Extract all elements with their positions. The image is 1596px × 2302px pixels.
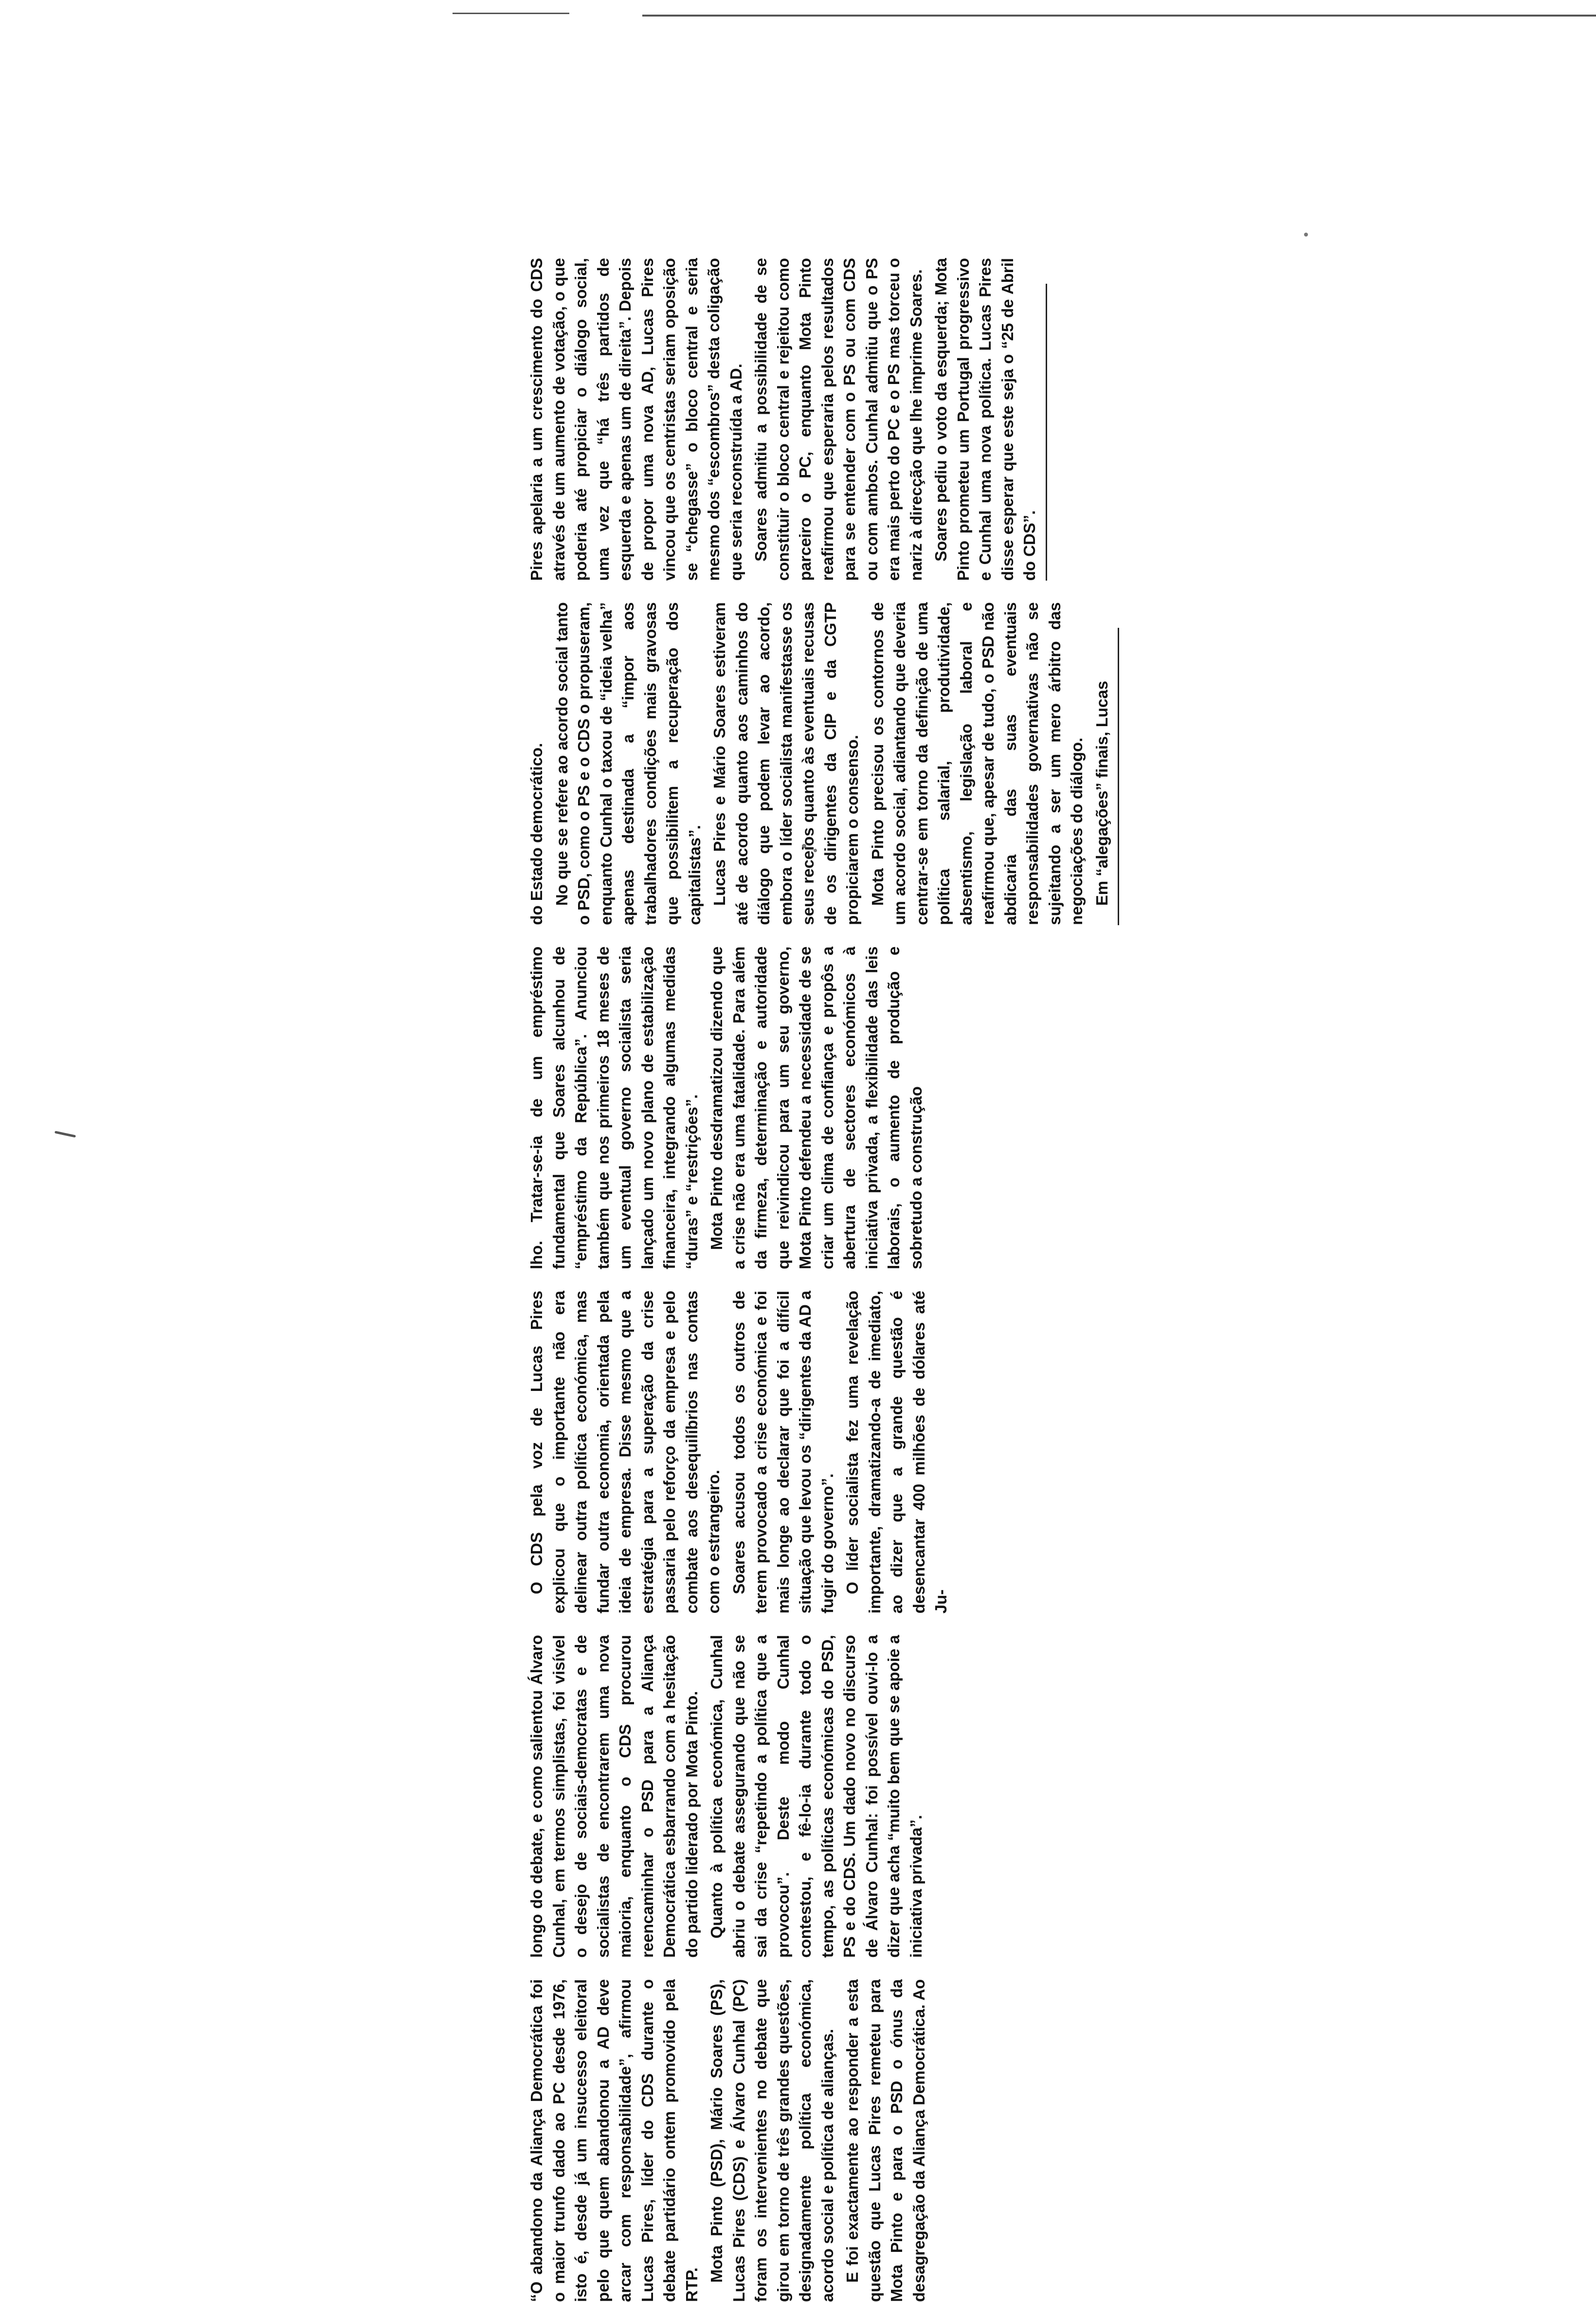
scan-mark-left bbox=[54, 1131, 76, 1137]
article-column-6 bbox=[526, 258, 1324, 581]
newspaper-article bbox=[526, 258, 1324, 2302]
article-column-3 bbox=[526, 1291, 1324, 1613]
scan-speck bbox=[1304, 233, 1308, 237]
article-column-4 bbox=[526, 947, 1324, 1269]
column-end-rule bbox=[1118, 628, 1119, 925]
article-paragraph: do Estado democrático. bbox=[527, 743, 545, 925]
article-paragraph: No que se refere ao acordo social tanto o PSD, como o PS e o CDS o propuseram, enquanto Cunhal o taxou de “ideia velha” apenas destinada a “impor aos trabalhadores condições mais gravosas que possibilitem a recuperação dos capitalistas”. bbox=[552, 602, 704, 925]
scan-edge-line-left bbox=[453, 13, 569, 14]
article-paragraph: Soares admitiu a possibilidade de se constituir o bloco central e rejeitou como parceiro o PC, enquanto Mota Pinto reafirmou que esperaria pelos resultados para se entender com o PS ou com CDS ou com ambos. Cunhal admitiu que o PS era mais perto do PC e o PS mas torceu o nariz à direcção que lhe imprime Soares. bbox=[752, 258, 925, 581]
article-paragraph: Mota Pinto (PSD), Mário Soares (PS), Lucas Pires (CDS) e Álvaro Cunhal (PC) foram os intervenientes no debate que girou em torno de três grandes questões, designadamente política económica, acordo social e política de alianças. bbox=[707, 1979, 836, 2302]
article-paragraph: Soares acusou todos os outros de terem provocado a crise económica e foi mais longe ao declarar que foi a difícil situação que levou os “dirigentes da AD a fugir do governo”. bbox=[729, 1291, 836, 1614]
article-paragraph: Pires apelaria a um crescimento do CDS através de um aumento de votação, o que poderia até propiciar o diálogo social, uma vez que “há três partidos de esquerda e apenas um de direita”. Depois de propor uma nova AD, Lucas Pires vincou que os centristas seriam oposição se “chegasse” o bloco central e seria mesmo dos “escombros” desta coligação que seria reconstruída a AD. bbox=[527, 258, 745, 581]
article-paragraph: lho. Tratar-se-ia de um empréstimo fundamental que Soares alcunhou de “empréstimo da República”. Anunciou também que nos primeiros 18 meses de um eventual governo socialista seria lançado um novo plano de estabilização financeira, integrando algumas medidas “duras” e “restrições”. bbox=[527, 946, 701, 1270]
article-paragraph: O CDS pela voz de Lucas Pires explicou que o importante não era delinear outra política económica, mas fundar outra economia, orientada pela ideia de empresa. Disse mesmo que a estratégia para a superação da crise passaria pelo reforço da empresa e pelo combate aos desequilíbrios nas contas com o estrangeiro. bbox=[527, 1291, 723, 1614]
article-paragraph: Mota Pinto precisou os contornos de um acordo social, adiantando que deveria centrar-se em torno da definição de uma política salarial, produtividade, absentismo, legislação laboral e reafirmou que, apesar de tudo, o PSD não abdicaria das suas eventuais responsabilidades governativas não se sujeitando a ser um mero árbitro das negociações do diálogo. bbox=[868, 602, 1086, 925]
article-paragraph: Soares pediu o voto da esquerda; Mota Pinto prometeu um Portugal progressivo e Cunhal uma nova política. Lucas Pires disse esperar que este seja o “25 de Abril do CDS”. bbox=[932, 258, 1038, 581]
article-column-5 bbox=[526, 602, 1324, 925]
article-paragraph: Quanto à política económica, Cunhal abriu o debate assegurando que não se sai da crise “repetindo a política que a provocou”. Deste modo Cunhal contestou, e fê-lo-ia durante todo o tempo, as políticas económicas do PSD, PS e do CDS. Um dado novo no discurso de Álvaro Cunhal: foi possível ouvi-lo a dizer que acha “muito bem que se apoie a iniciativa privada”. bbox=[707, 1635, 925, 1958]
article-end-rule bbox=[1046, 284, 1047, 581]
article-paragraph: “O abandono da Aliança Democrática foi o maior trunfo dado ao PC desde 1976, isto é, desde já um insucesso eleitoral pelo que quem abandonou a AD deve arcar com responsabilidade”, afirmou Lucas Pires, líder do CDS durante o debate partidário ontem promovido pela RTP. bbox=[527, 1979, 701, 2302]
scan-edge-line-right bbox=[642, 15, 1596, 17]
article-paragraph: longo do debate, e como salientou Álvaro Cunhal, em termos simplistas, foi visível o desejo de sociais-democratas e de socialistas de encontrarem uma nova maioria, enquanto o CDS procurou reencaminhar o PSD para a Aliança Democrática esbarrando com a hesitação do partido liderado por Mota Pinto. bbox=[527, 1635, 701, 1958]
article-column-1 bbox=[526, 1979, 1324, 2302]
article-paragraph: Lucas Pires e Mário Soares estiveram até de acordo quanto aos caminhos do diálogo que podem levar ao acordo, embora o líder socialista manifestasse os seus receios quanto às eventuais recusas de os dirigentes da CIP e da CGTP propiciarem o consenso. bbox=[710, 602, 861, 925]
article-column-2 bbox=[526, 1635, 1324, 1957]
article-paragraph: O líder socialista fez uma revelação importante, dramatizando-a de imediato, ao dizer que a grande questão é desencantar 400 milhões de dólares até Ju- bbox=[843, 1291, 950, 1614]
article-paragraph: Mota Pinto desdramatizou dizendo que a crise não era uma fatalidade. Para além da firmeza, determinação e autoridade que reivindicou para um seu governo, Mota Pinto defendeu a necessidade de se criar um clima de confiança e propôs a abertura de sectores económicos à iniciativa privada, a flexibilidade das leis laborais, o aumento de produção e sobretudo a construção bbox=[707, 946, 925, 1270]
article-paragraph: E foi exactamente ao responder a esta questão que Lucas Pires remeteu para Mota Pinto e para o PSD o ónus da desagregação da Aliança Democrática. Ao bbox=[843, 1979, 928, 2302]
article-paragraph: Em “alegações” finais, Lucas bbox=[1092, 680, 1111, 906]
